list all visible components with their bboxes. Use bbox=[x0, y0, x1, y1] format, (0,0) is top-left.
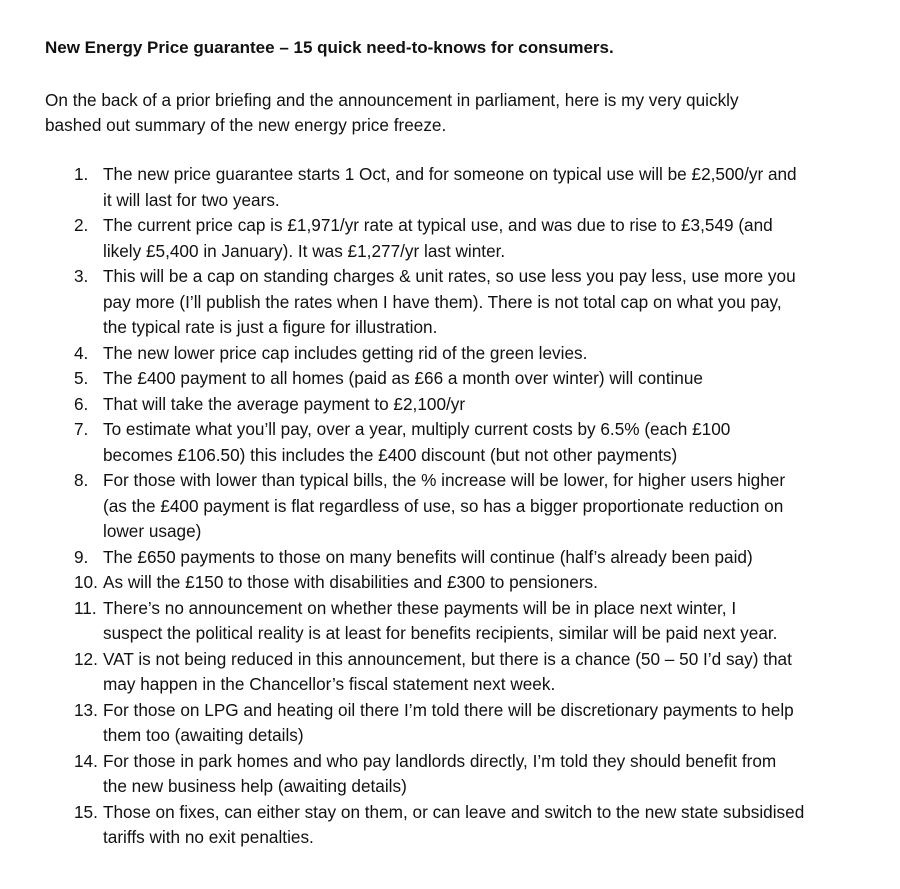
list-item-text bbox=[103, 749, 893, 800]
list-item bbox=[0, 213, 900, 264]
list-item-line: the new business help (awaiting details) bbox=[103, 776, 407, 796]
list-item-line: The current price cap is £1,971/yr rate at typical use, and was due to rise to £3,549 (and bbox=[103, 215, 773, 235]
list-item-text bbox=[103, 417, 893, 468]
list-item-line: may happen in the Chancellor’s fiscal statement next week. bbox=[103, 674, 556, 694]
list-item bbox=[0, 468, 900, 545]
list-item-line: pay more (I’ll publish the rates when I have them). There is not total cap on what you pay, bbox=[103, 291, 782, 312]
list-item-number: 10. bbox=[74, 572, 98, 592]
intro-paragraph bbox=[45, 88, 865, 138]
list-item-number: 1. bbox=[74, 164, 89, 184]
list-item-line: tariffs with no exit penalties. bbox=[103, 827, 314, 847]
list-item bbox=[0, 366, 900, 392]
list-item-number: 13. bbox=[74, 699, 98, 720]
list-item-line: The new lower price cap includes getting rid of the green levies. bbox=[103, 342, 588, 363]
list-item-line: The £650 payments to those on many benefits will continue (half’s already been paid) bbox=[103, 546, 753, 567]
list-item-text bbox=[103, 264, 893, 341]
list-item-line: For those with lower than typical bills, the % increase will be lower, for higher users higher bbox=[103, 470, 786, 490]
list-item-number: 6. bbox=[74, 393, 89, 414]
list-item-number: 14. bbox=[74, 750, 98, 771]
list-item-number: 7. bbox=[74, 419, 89, 439]
list-item-line: As will the £150 to those with disabilities and £300 to pensioners. bbox=[103, 572, 598, 592]
list-item bbox=[0, 392, 900, 418]
list-item-line: VAT is not being reduced in this announcement, but there is a chance (50 – 50 I’d say) that bbox=[103, 648, 792, 669]
list-item-number: 9. bbox=[74, 546, 89, 567]
list-item-text bbox=[103, 366, 893, 392]
list-item-text bbox=[103, 570, 893, 596]
list-item-text bbox=[103, 647, 893, 698]
list-item-number: 11. bbox=[74, 597, 97, 618]
list-item-line: For those in park homes and who pay landlords directly, I’m told they should benefit from bbox=[103, 750, 777, 771]
list-item-number: 4. bbox=[74, 342, 89, 363]
list-item-line: it will last for two years. bbox=[103, 189, 280, 210]
list-item-line: suspect the political reality is at least for benefits recipients, similar will be paid next year. bbox=[103, 623, 778, 643]
list-item-text bbox=[103, 545, 893, 571]
list-item-text bbox=[103, 392, 893, 418]
list-item-line: Those on fixes, can either stay on them, or can leave and switch to the new state subsidised bbox=[103, 801, 805, 822]
list-item-text bbox=[103, 213, 893, 264]
list-item-number: 3. bbox=[74, 266, 89, 286]
document-title: New Energy Price guarantee – 15 quick need-to-knows for consumers. bbox=[45, 38, 614, 57]
list-item-line: them too (awaiting details) bbox=[103, 725, 304, 745]
intro-line: bashed out summary of the new energy price freeze. bbox=[45, 115, 447, 135]
list-item bbox=[0, 570, 900, 596]
list-item-line: The new price guarantee starts 1 Oct, and for someone on typical use will be £2,500/yr and bbox=[103, 164, 797, 184]
list-item-text bbox=[103, 162, 893, 213]
list-item-number: 15. bbox=[74, 801, 98, 822]
list-item-number: 2. bbox=[74, 215, 89, 235]
list-item bbox=[0, 647, 900, 698]
list-item-line: (as the £400 payment is flat regardless of use, so has a bigger proportionate reduction on bbox=[103, 495, 784, 516]
list-item-line: the typical rate is just a figure for illustration. bbox=[103, 317, 438, 337]
list-item bbox=[0, 545, 900, 571]
intro-line: On the back of a prior briefing and the announcement in parliament, here is my very quickly bbox=[45, 90, 739, 110]
list-item-line: The £400 payment to all homes (paid as £66 a month over winter) will continue bbox=[103, 368, 703, 388]
list-item-line: There’s no announcement on whether these payments will be in place next winter, I bbox=[103, 597, 737, 618]
list-item-line: For those on LPG and heating oil there I’m told there will be discretionary payments to help bbox=[103, 699, 794, 720]
list-item bbox=[0, 800, 900, 851]
list-item bbox=[0, 698, 900, 749]
list-item bbox=[0, 417, 900, 468]
list-item bbox=[0, 341, 900, 367]
list-item-text bbox=[103, 698, 893, 749]
list-item-line: lower usage) bbox=[103, 521, 202, 541]
list-item-number: 5. bbox=[74, 368, 89, 388]
list-item-text bbox=[103, 596, 893, 647]
list-item-text bbox=[103, 468, 893, 545]
list-item bbox=[0, 749, 900, 800]
list-item-line: likely £5,400 in January). It was £1,277/yr last winter. bbox=[103, 240, 506, 261]
list-item bbox=[0, 264, 900, 341]
list-item-number: 8. bbox=[74, 470, 89, 490]
list-item bbox=[0, 596, 900, 647]
list-item-line: To estimate what you’ll pay, over a year, multiply current costs by 6.5% (each £100 bbox=[103, 419, 731, 439]
list-item-line: That will take the average payment to £2,100/yr bbox=[103, 393, 466, 414]
list-item-line: This will be a cap on standing charges & unit rates, so use less you pay less, use more you bbox=[103, 266, 796, 286]
list-item-number: 12. bbox=[74, 648, 98, 669]
list-item-text bbox=[103, 800, 893, 851]
list-item bbox=[0, 162, 900, 213]
list-item-line: becomes £106.50) this includes the £400 discount (but not other payments) bbox=[103, 444, 678, 465]
list-item-text bbox=[103, 341, 893, 367]
